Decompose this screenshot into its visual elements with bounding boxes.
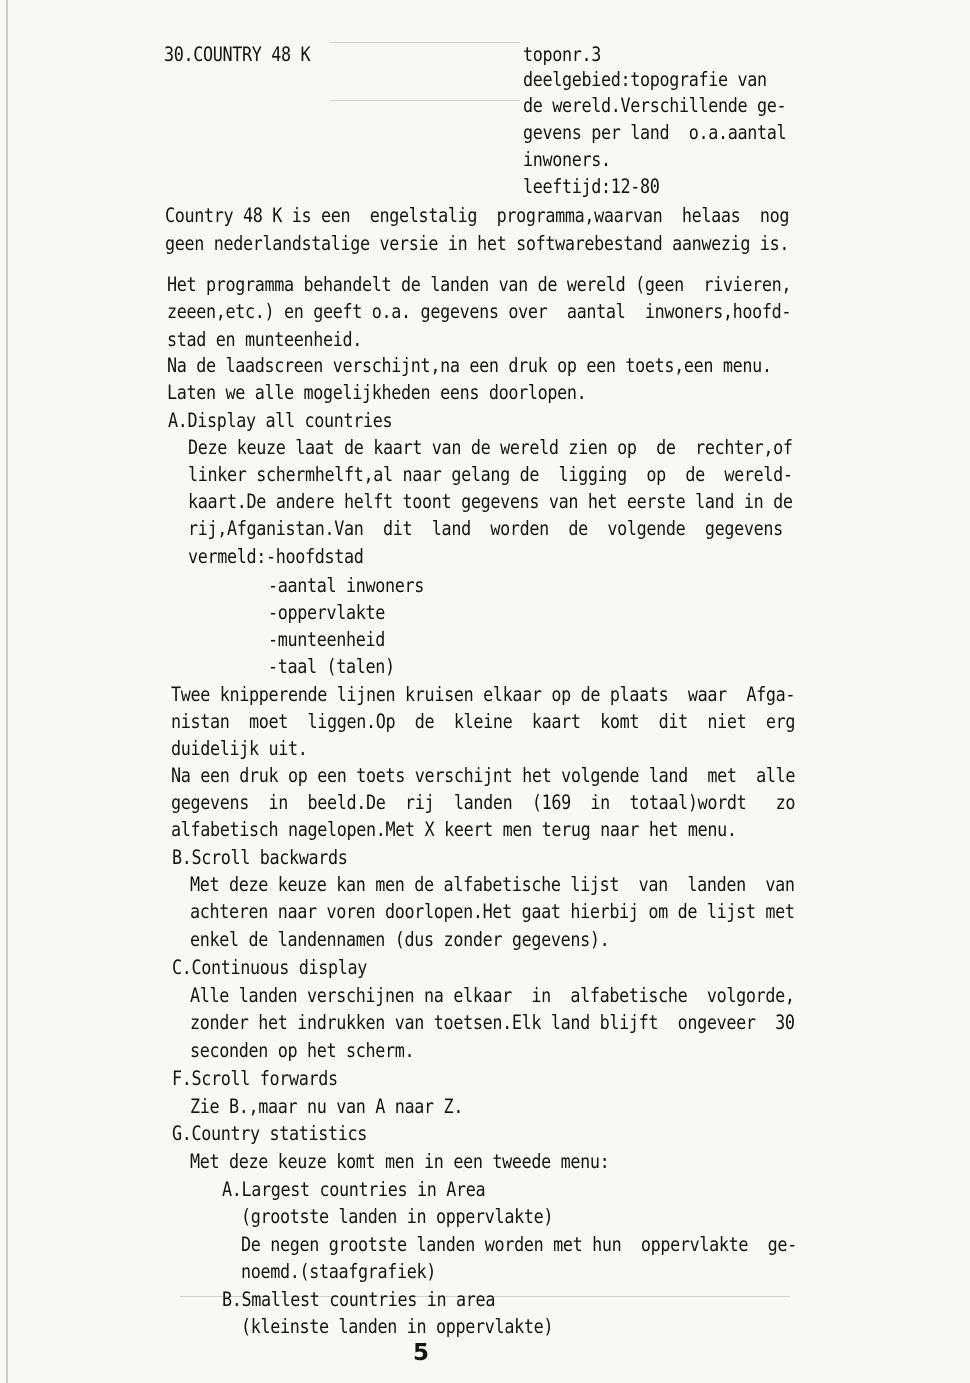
body-line: Zie B.,maar nu van A naar Z. (190, 1095, 464, 1118)
body-line: stad en munteenheid. (167, 328, 363, 351)
body-line: De negen grootste landen worden met hun oppervlakte ge- (241, 1233, 797, 1256)
body-line: seconden op het scherm. (190, 1039, 415, 1062)
header-meta-line: gevens per land o.a.aantal (523, 121, 787, 144)
body-line: zeeen,etc.) en geeft o.a. gegevens over aantal inwoners,hoofd- (167, 300, 792, 323)
subsection-heading: B.Smallest countries in area (222, 1288, 496, 1311)
body-line: zonder het indrukken van toetsen.Elk land blijft ongeveer 30 (190, 1011, 795, 1034)
body-line: nistan moet liggen.Op de kleine kaart komt dit niet erg (171, 710, 796, 733)
body-line: Alle landen verschijnen na elkaar in alfabetische volgorde, (190, 984, 795, 1007)
list-item: -taal (talen) (268, 655, 395, 678)
body-line: rij,Afganistan.Van dit land worden de volgende gegevens (188, 517, 783, 540)
body-line: Deze keuze laat de kaart van de wereld zien op de rechter,of (188, 436, 793, 459)
body-line: kaart.De andere helft toont gegevens van het eerste land in de (188, 490, 793, 513)
header-meta-line: de wereld.Verschillende ge- (523, 94, 787, 117)
body-line: geen nederlandstalige versie in het softwarebestand aanwezig is. (165, 232, 790, 255)
body-line: (kleinste landen in oppervlakte) (241, 1315, 554, 1338)
body-line: Het programma behandelt de landen van de wereld (geen rivieren, (167, 273, 792, 296)
section-heading: F.Scroll forwards (172, 1067, 338, 1090)
body-line: linker schermhelft,al naar gelang de ligging op de wereld- (188, 463, 793, 486)
body-line: achteren naar voren doorlopen.Het gaat hierbij om de lijst met (190, 900, 795, 923)
list-item: -oppervlakte (268, 601, 386, 624)
body-line: Laten we alle mogelijkheden eens doorlopen. (167, 381, 587, 404)
page-number: 5 (413, 1340, 430, 1366)
body-line: Twee knipperende lijnen kruisen elkaar op de plaats waar Afga- (171, 683, 796, 706)
body-line: Na een druk op een toets verschijnt het volgende land met alle (171, 764, 796, 787)
bleed-through-rule (330, 42, 520, 43)
body-line: Met deze keuze kan men de alfabetische lijst van landen van (190, 873, 795, 896)
scan-edge (6, 0, 8, 1383)
list-item: -aantal inwoners (268, 574, 425, 597)
body-line: Country 48 K is een engelstalig programma,waarvan helaas nog (165, 204, 790, 227)
list-item: -munteenheid (268, 628, 386, 651)
body-line: Na de laadscreen verschijnt,na een druk op een toets,een menu. (167, 354, 772, 377)
header-meta-line: inwoners. (523, 148, 611, 171)
section-heading: A.Display all countries (168, 409, 393, 432)
header-meta-line: leeftijd:12-80 (523, 175, 660, 198)
body-line: duidelijk uit. (171, 737, 308, 760)
body-line: gegevens in beeld.De rij landen (169 in totaal)wordt zo (171, 791, 796, 814)
document-title: 30.COUNTRY 48 K (164, 43, 311, 66)
body-line: (grootste landen in oppervlakte) (241, 1205, 554, 1228)
header-meta-line: deelgebied:topografie van (523, 68, 767, 91)
body-line: vermeld:-hoofdstad (188, 545, 364, 568)
section-heading: G.Country statistics (172, 1122, 368, 1145)
body-line: alfabetisch nagelopen.Met X keert men terug naar het menu. (171, 818, 737, 841)
body-line: noemd.(staafgrafiek) (241, 1260, 437, 1283)
body-line: Met deze keuze komt men in een tweede menu: (190, 1150, 610, 1173)
section-heading: B.Scroll backwards (172, 846, 348, 869)
header-meta-line: toponr.3 (523, 43, 602, 66)
section-heading: C.Continuous display (172, 956, 368, 979)
subsection-heading: A.Largest countries in Area (222, 1178, 486, 1201)
bleed-through-rule (330, 100, 520, 101)
body-line: enkel de landennamen (dus zonder gegevens). (190, 928, 610, 951)
